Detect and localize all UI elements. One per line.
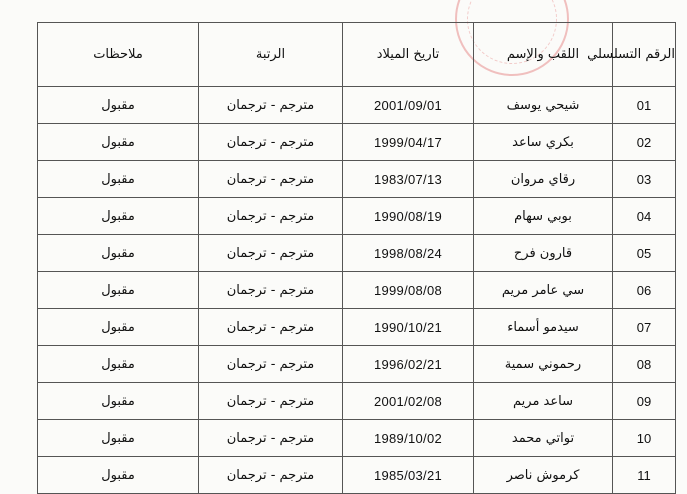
name-cell: ساعد مريم xyxy=(474,383,613,420)
name-cell: قارون فرح xyxy=(474,235,613,272)
birth-date-cell: 1983/07/13 xyxy=(343,161,474,198)
header-rank: الرتبة xyxy=(199,23,343,87)
header-dob: تاريخ الميلاد xyxy=(343,23,474,87)
birth-date-cell: 1990/10/21 xyxy=(343,309,474,346)
header-notes: ملاحظات xyxy=(38,23,199,87)
candidates-table xyxy=(37,22,676,494)
notes-cell: مقبول xyxy=(38,309,199,346)
table-body xyxy=(38,87,676,494)
header-name: اللقب والإسم xyxy=(474,23,613,87)
name-cell: بكري ساعد xyxy=(474,124,613,161)
rank-cell: مترجم - ترجمان xyxy=(199,235,343,272)
serial-number-cell: 07 xyxy=(613,309,676,346)
notes-cell: مقبول xyxy=(38,87,199,124)
rank-cell: مترجم - ترجمان xyxy=(199,272,343,309)
header-serial-label: الرقم التسلسلي xyxy=(587,46,675,62)
table-row xyxy=(38,87,676,124)
notes-cell: مقبول xyxy=(38,272,199,309)
birth-date-cell: 1999/04/17 xyxy=(343,124,474,161)
notes-cell: مقبول xyxy=(38,198,199,235)
serial-number-cell: 08 xyxy=(613,346,676,383)
table-row xyxy=(38,124,676,161)
table-row xyxy=(38,457,676,494)
notes-cell: مقبول xyxy=(38,383,199,420)
serial-number-cell: 03 xyxy=(613,161,676,198)
name-cell: رحموني سمية xyxy=(474,346,613,383)
serial-number-cell: 11 xyxy=(613,457,676,494)
rank-cell: مترجم - ترجمان xyxy=(199,420,343,457)
rank-cell: مترجم - ترجمان xyxy=(199,124,343,161)
serial-number-cell: 05 xyxy=(613,235,676,272)
notes-cell: مقبول xyxy=(38,124,199,161)
table-row xyxy=(38,235,676,272)
rank-cell: مترجم - ترجمان xyxy=(199,346,343,383)
birth-date-cell: 2001/09/01 xyxy=(343,87,474,124)
name-cell: تواتي محمد xyxy=(474,420,613,457)
rank-cell: مترجم - ترجمان xyxy=(199,309,343,346)
table-row xyxy=(38,420,676,457)
table-row xyxy=(38,272,676,309)
table-header-row xyxy=(38,23,676,87)
table-row xyxy=(38,383,676,420)
table-row xyxy=(38,309,676,346)
rank-cell: مترجم - ترجمان xyxy=(199,161,343,198)
serial-number-cell: 02 xyxy=(613,124,676,161)
rank-cell: مترجم - ترجمان xyxy=(199,457,343,494)
name-cell: رقاي مروان xyxy=(474,161,613,198)
serial-number-cell: 04 xyxy=(613,198,676,235)
birth-date-cell: 1990/08/19 xyxy=(343,198,474,235)
notes-cell: مقبول xyxy=(38,161,199,198)
birth-date-cell: 1985/03/21 xyxy=(343,457,474,494)
name-cell: سي عامر مريم xyxy=(474,272,613,309)
serial-number-cell: 09 xyxy=(613,383,676,420)
notes-cell: مقبول xyxy=(38,346,199,383)
name-cell: سيدمو أسماء xyxy=(474,309,613,346)
serial-number-cell: 01 xyxy=(613,87,676,124)
serial-number-cell: 06 xyxy=(613,272,676,309)
notes-cell: مقبول xyxy=(38,420,199,457)
notes-cell: مقبول xyxy=(38,235,199,272)
name-cell: كرموش ناصر xyxy=(474,457,613,494)
birth-date-cell: 1996/02/21 xyxy=(343,346,474,383)
rank-cell: مترجم - ترجمان xyxy=(199,198,343,235)
name-cell: شيحي يوسف xyxy=(474,87,613,124)
rank-cell: مترجم - ترجمان xyxy=(199,383,343,420)
notes-cell: مقبول xyxy=(38,457,199,494)
name-cell: بوبي سهام xyxy=(474,198,613,235)
serial-number-cell: 10 xyxy=(613,420,676,457)
table-row xyxy=(38,161,676,198)
birth-date-cell: 1998/08/24 xyxy=(343,235,474,272)
table-row xyxy=(38,198,676,235)
birth-date-cell: 2001/02/08 xyxy=(343,383,474,420)
header-serial xyxy=(587,23,676,87)
birth-date-cell: 1989/10/02 xyxy=(343,420,474,457)
table-row xyxy=(38,346,676,383)
birth-date-cell: 1999/08/08 xyxy=(343,272,474,309)
rank-cell: مترجم - ترجمان xyxy=(199,87,343,124)
